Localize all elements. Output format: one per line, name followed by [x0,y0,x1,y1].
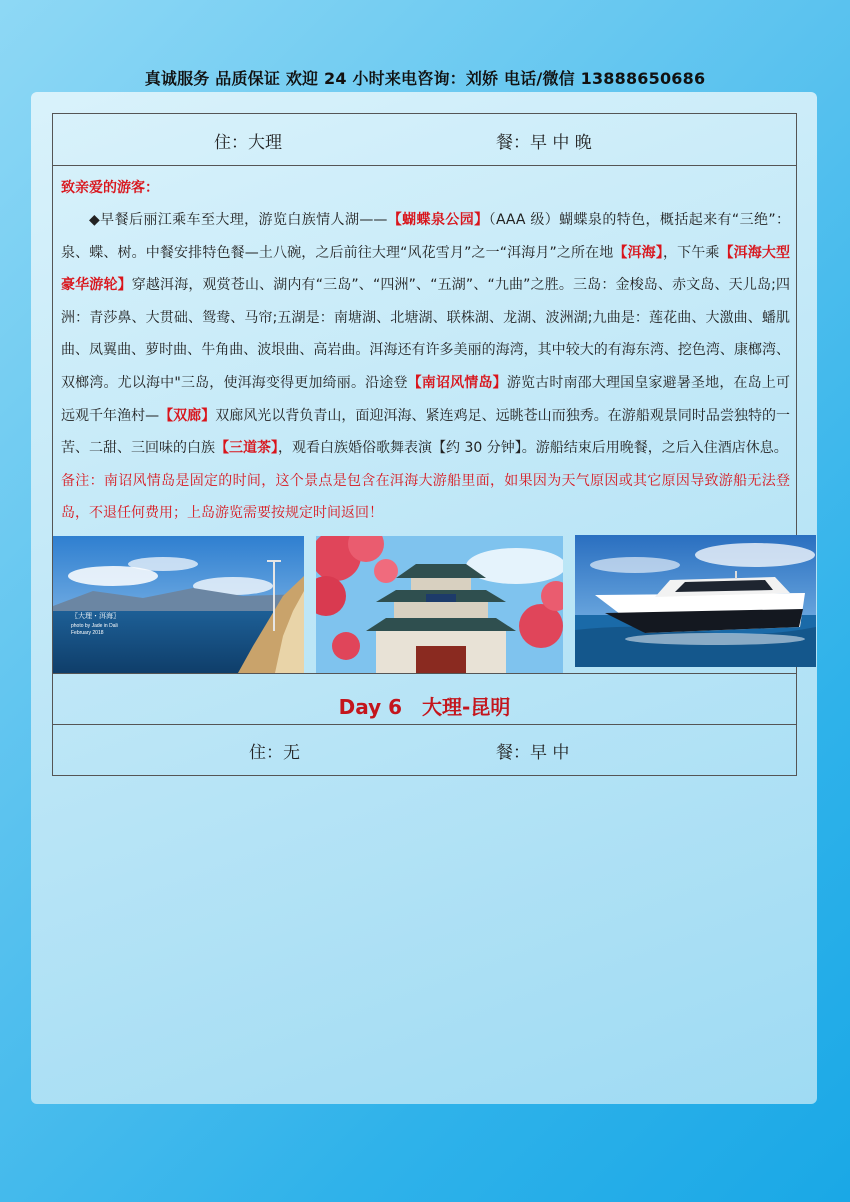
highlight-cruise: 【洱海大型豪华游轮】 [61,244,791,294]
itinerary-table [52,113,797,776]
photo-caption-credit: photo by Jade in Dali [71,622,118,629]
itinerary-text: 穿越洱海，观赏苍山、湖内有“三岛”、“四洲”、“五湖”、“九曲”之胜。三岛：金梭岛、赤文岛、天儿岛;四洲：青莎鼻、大贯础、鸳鸯、马帘;五湖是：南塘湖、北塘湖、联株湖、龙湖、波洲湖;九曲是：莲花曲、大激曲、蟠肌曲、凤翼曲、萝时曲、牛角曲、波垠曲、高岩曲。洱海还有许多美丽的海湾，其中较大的有海东湾、挖色湾、康榔湾、双榔湾。尤以海中"三岛，使洱海变得更加绮丽。沿途登 [61,277,790,391]
day5-meals: 餐：早 中 晚 [496,133,592,153]
day6-stay: 住：无 [249,742,300,763]
highlight-nanzhao-island: 【南诏风情岛】 [407,374,507,391]
itinerary-text: （AAA 级）蝴蝶泉的特色，概括起来有“三绝”：泉、蝶、树。中餐安排特色餐—土八碗，之后前往大理“风花雪月”之一“洱海月”之所在地 [61,212,791,261]
photo-strip [53,536,796,673]
itinerary-paragraph [61,204,790,465]
photo-caption-date: February 2018 [71,629,104,636]
day6-title-row [53,674,796,725]
itinerary-text: 双廊风光以背负青山，面迎洱海、紧连鸡足、远眺苍山而独秀。在游船观景同时品尝独特的一苦、二甜、三回味的白族 [61,407,791,457]
highlight-three-course-tea: 【三道茶】 [215,440,278,457]
day5-stay: 住：大理 [214,133,282,153]
itinerary-text: ，下午乘 [662,244,720,261]
greeting: 致亲爱的游客： [61,180,159,196]
photo-caption-title: 〖大理・洱海〗 [71,612,120,620]
yacht-photo [575,535,816,667]
itinerary-text: ，观看白族婚俗歌舞表演【约 30 分钟】。游船结束后用晚餐，之后入住酒店休息。 [278,440,788,457]
remark-note: 备注：南诏风情岛是固定的时间，这个景点是包含在洱海大游船里面，如果因为天气原因或其它原因导致游船无法登岛，不退任何费用；上岛游览需要按规定时间返回！ [61,472,790,522]
contact-header: 真诚服务 品质保证 欢迎 24 小时来电咨询：刘娇 电话/微信 13888650686 [144,69,706,88]
day5-stay-row [53,114,796,166]
day6-title: Day 6 大理-昆明 [338,694,511,719]
erhai-lakeside-photo [53,536,304,673]
day6-meals: 餐：早 中 [496,742,570,763]
day6-stay-row [53,725,796,775]
itinerary-text: ◆早餐后丽江乘车至大理，游览白族情人湖—— [89,212,388,228]
day5-itinerary-cell [53,166,796,674]
highlight-shuanglang: 【双廊】 [159,407,216,424]
itinerary-text: 游览古时南邵大理国皇家避暑圣地，在岛上可远观千年渔村— [61,374,791,424]
highlight-erhai: 【洱海】 [613,244,663,261]
pagoda-blossom-photo [316,536,563,673]
highlight-butterfly-spring: 【蝴蝶泉公园】 [387,212,489,228]
